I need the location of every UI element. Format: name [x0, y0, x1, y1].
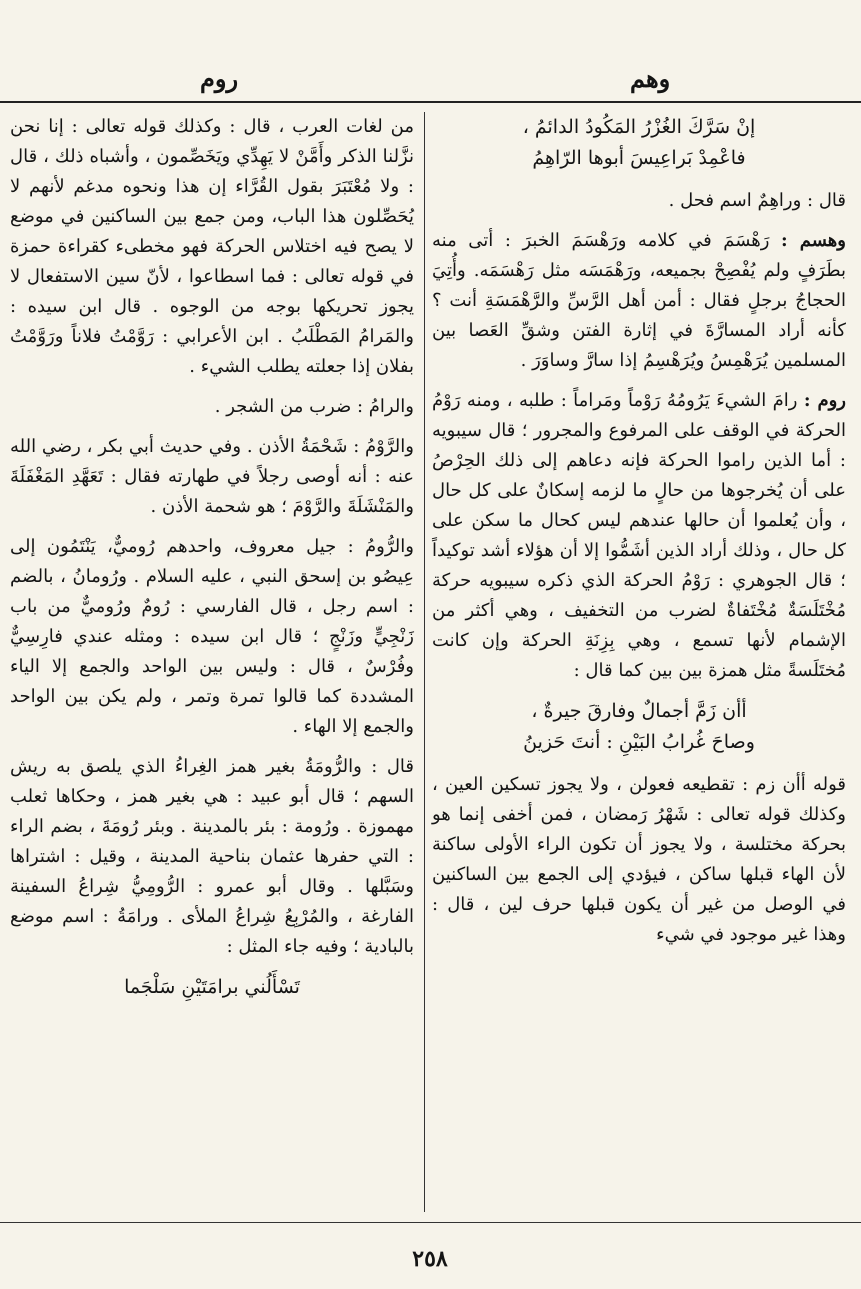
column-divider [424, 112, 425, 1212]
verse-line: وصاحَ غُرابُ البَيْنِ : أنتَ حَزينُ [523, 731, 755, 753]
entry-headword: روم : [803, 390, 846, 411]
verse-line: إنْ سَرَّكَ الغُزْرُ المَكُودُ الدائمُ ، [522, 116, 756, 138]
header-word-left: روم [200, 64, 239, 93]
verse-block [10, 972, 414, 1003]
paragraph: والرَّوْمُ : شَحْمَةُ الأذن . وفي حديث أبي بكر ، رضي الله عنه : أنه أوصى رجلاً في طهارته فقال : تَعَهَّدِ المَغْفَلَةَ والمَنْشَلَةَ والرَّوْمَ ؛ هو شحمة الأذن . [10, 436, 414, 517]
header-word-right: وهم [630, 64, 671, 93]
entry-wahm [432, 226, 846, 376]
entry-headword: وهسم : [781, 230, 846, 251]
verse-line: تَسْأَلُني برامَتَيْنِ سَلْجَما [124, 976, 300, 998]
paragraph: قال : والرُّومَةُ بغير همز الغِراءُ الذي يلصق به ريش السهم ؛ قال أبو عبيد : هي بغير همز ، وحكاها ثعلب مهموزة . ورُومة : بئر بالمدينة . وبئر رُومَةَ ، بضم الراء : التي حفرها عثمان بناحية المدينة ، وقيل : اشتراها وسَبَّلها . وقال أبو عمرو : الرُّومِيُّ شِراعُ السفينة الفارغة ، والمُرْبِعُ شِراعُ الملأى . ورامَةُ : اسم موضع بالبادية ؛ وفيه جاء المثل : [10, 756, 414, 957]
verse-line: فاعْمِدْ بَراعِيسَ أبوها الرّاهِمُ [532, 147, 746, 169]
entry-rawm [432, 386, 846, 686]
verse-line: أأن زَمَّ أجمالٌ وفارقَ جيرةٌ ، [531, 700, 747, 722]
footer-rule [0, 1222, 861, 1223]
header-rule [0, 101, 861, 103]
paragraph: والرامُ : ضرب من الشجر . [214, 396, 414, 417]
paragraph: والرُّومُ : جيل معروف، واحدهم رُوميٌّ، يَنْتَمُون إلى عِيصُو بن إسحق النبي ، عليه السلام . ورُومانُ ، بالضم : اسم رجل ، قال الفارسي : رُومٌ ورُوميٌّ من باب زَنْجِيٍّ وزَنْجٍ ؛ قال ابن سيده : ومثله عندي فارِسِيٌّ وفُرْسٌ ، قال : وليس بين الواحد والجمع إلا الياء المشددة كما قالوا تمرة وتمر ، ولم يكن بين الواحد والجمع إلا الهاء . [10, 536, 414, 737]
right-column [432, 112, 846, 960]
page-number: ٢٥٨ [412, 1246, 448, 1272]
verse-block [432, 112, 846, 174]
entry-body: رامَ الشيءَ يَرُومُهُ رَوْماً ومَراماً : طلبه ، ومنه رَوْمُ الحركة في الوقف على المرفوع والمجرور ؛ قال سيبويه : أما الذين راموا الحركة فإنه دعاهم إلى ذلك الحِرْصُ على أن يُخرجوها من حالٍ ما لزمه إسكانٌ على كل حال ، وأن يُعلموا أن حالها عندهم ليس كحال ما سكن على كل حال ، وذلك أراد الذين أشَمُّوا إلا أن هؤلاء أشد توكيداً ؛ قال الجوهري : رَوْمُ الحركة الذي ذكره سيبويه حركة مُخْتَلَسَةٌ مُخْتَفاةٌ لضرب من التخفيف ، وهي أكثر من الإشمام لأنها تسمع ، وهي بِزِنَةِ الحركة وإن كانت مُختَلَسةً مثل همزة بين بين كما قال : [432, 390, 846, 681]
paragraph: قال : وراهِمٌ اسم فحل . [668, 190, 846, 211]
entry-body: رَهْسَمَ في كلامه ورَهْسَمَ الخبرَ : أتى منه بطَرَفٍ ولم يُفْصِحْ بجميعه، ورَهْمَسَه مثل رَهْسَمَه. وأُتِيَ الحجاجُ برجلٍ فقال : أمن أهل الرَّسِّ والرَّهْمَسَةِ أنت ؟ كأنه أراد المسارَّةَ في إثارة الفتن وشقِّ العَصا بين المسلمين يُرَهْمِسُ ويُرَهْسِمُ إذا سارَّ وساوَرَ . [432, 230, 846, 371]
paragraph: من لغات العرب ، قال : وكذلك قوله تعالى : إنا نحن نزَّلنا الذكر وأَمَّنْ لا يَهِدِّي ويَخَصِّمون ، وأشباه ذلك ، قال : ولا مُعْتَبَرَ بقول القُرَّاء إن هذا ونحوه مدغم لأنهم لا يُحَصِّلون هذا الباب، ومن جمع بين الساكنين في موضع لا يصح فيه اختلاس الحركة فهو مخطىء كقراءة حمزة في قوله تعالى : فما اسطاعوا ، لأنّ سين الاستفعال لا يجوز تحريكها بوجه من الوجوه . قال ابن سيده : والمَرامُ المَطْلَبُ . ابن الأعرابي : رَوَّمْتُ فلاناً ورَوَّمْتُ بفلان إذا جعلته يطلب الشيء . [10, 116, 414, 377]
verse-block [432, 696, 846, 758]
paragraph: قوله أأن زم : تقطيعه فعولن ، ولا يجوز تسكين العين ، وكذلك قوله تعالى : شَهْرُ رَمضان ، فمن أخفى إنما هو بحركة مختلسة ، ولا يجوز أن تكون الراء الأولى ساكنة لأن الهاء قبلها ساكن ، فيؤدي إلى الجمع بين الساكنين في الوصل من غير أن يكون قبلها حرف لين ، قال : وهذا غير موجود في شيء [432, 774, 846, 945]
left-column [10, 112, 414, 1015]
